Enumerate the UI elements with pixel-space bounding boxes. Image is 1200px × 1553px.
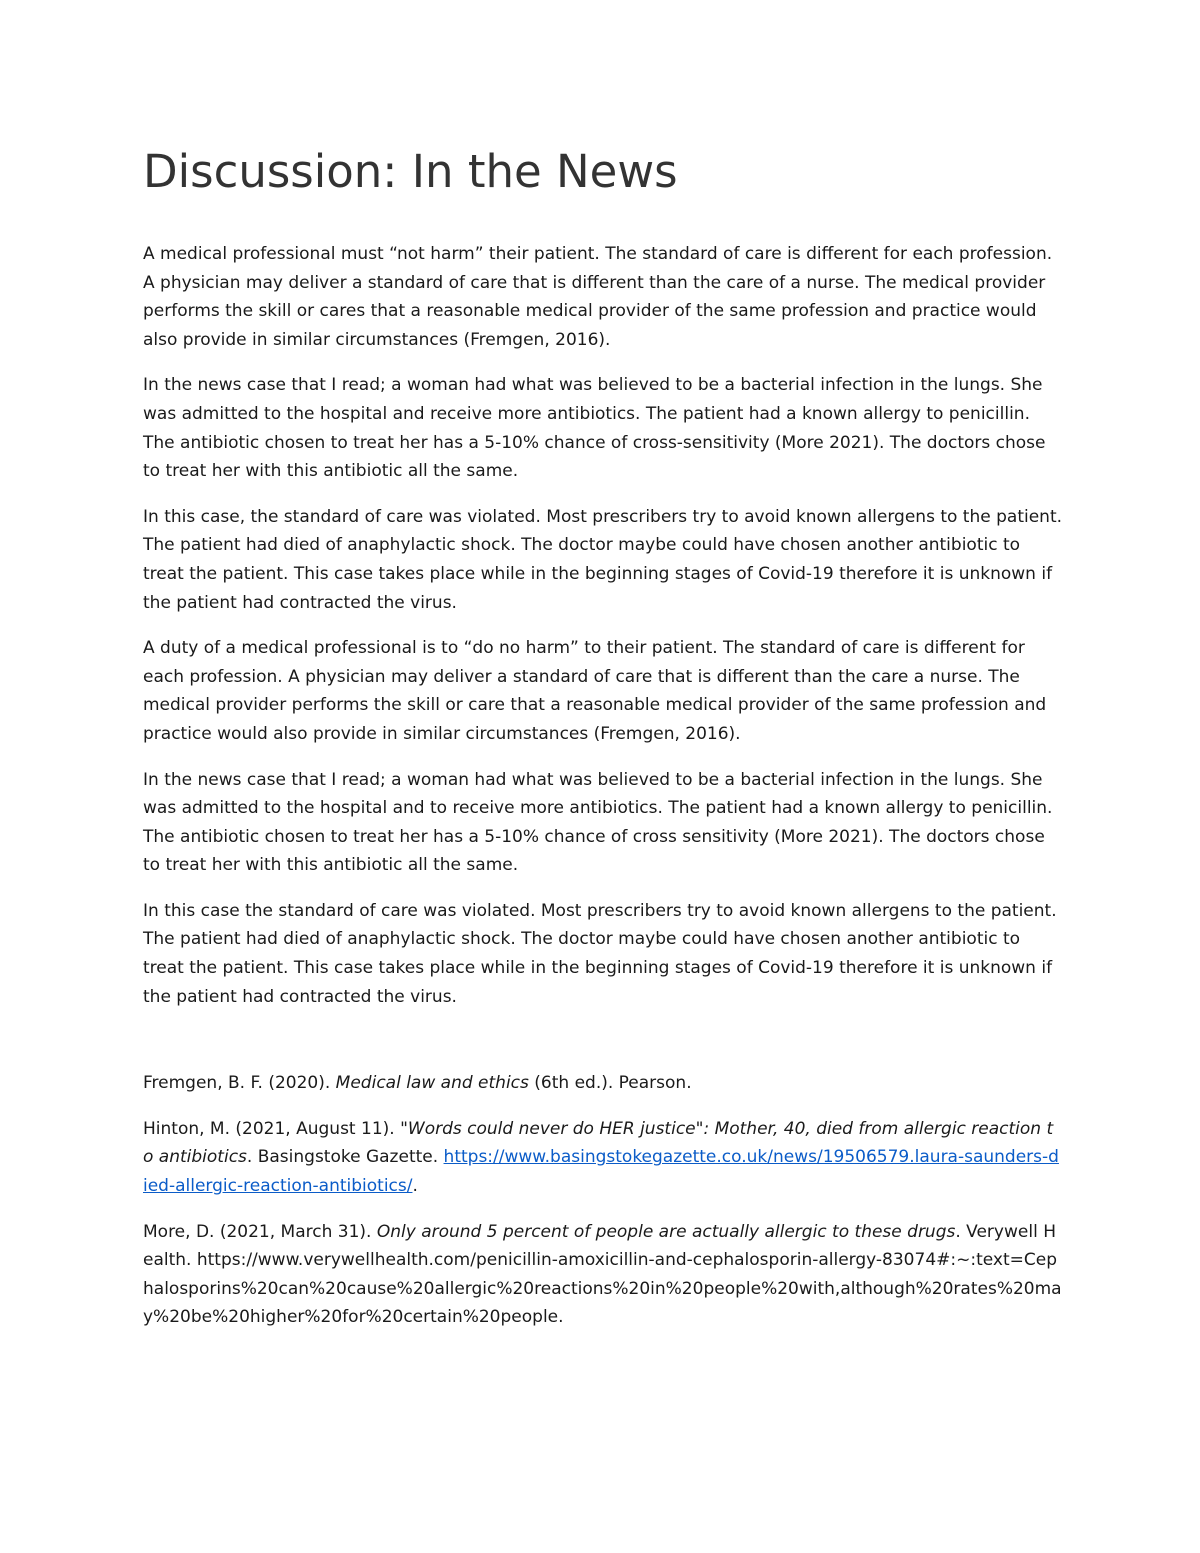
section-spacer [143,1028,1063,1069]
reference-title: "Words could never do HER justice": Mother, 40, died from allergic reaction to antibiotics [143,1118,1054,1168]
reference-authors: More, D. (2021, March 31). [143,1221,377,1242]
reference-title: Medical law and ethics [335,1073,529,1094]
body-paragraph: In the news case that I read; a woman had what was believed to be a bacterial infection in the lungs. She was admitted to the hospital and receive more antibiotics. The patient had a known allergy to penicillin. The antibiotic chosen to treat her has a 5-10% chance of cross-sensitivity (More 2021). The doctors chose to treat her with this antibiotic all the same. [143,375,1046,482]
reference-hinton [143,1115,1063,1201]
reference-more [143,1218,1063,1332]
document-body [143,240,1063,1349]
reference-title: Only around 5 percent of people are actually allergic to these drugs [376,1221,956,1242]
reference-publisher-url: . Verywell Health. https://www.verywellhealth.com/penicillin-amoxicillin-and-cephalosporin-allergy-83074#:~:text=Cephalosporins%20can%20cause%20allergic%20reactions%20in%20people%20with,although%20rates%20may%20be%20higher%20for%20certain%20people. [143,1221,1062,1328]
body-paragraph: A medical professional must “not harm” their patient. The standard of care is different for each profession. A physician may deliver a standard of care that is different than the care of a nurse. The medical provider performs the skill or cares that a reasonable medical provider of the same profession and practice would also provide in similar circumstances (Fremgen, 2016). [143,244,1053,350]
reference-authors: Fremgen, B. F. (2020). [143,1073,336,1094]
reference-fremgen [143,1069,1063,1098]
body-paragraph: In this case the standard of care was violated. Most prescribers try to avoid known allergens to the patient. The patient had died of anaphylactic shock. The doctor maybe could have chosen another antibiotic to treat the patient. This case takes place while in the beginning stages of Covid-19 therefore it is unknown if the patient had contracted the virus. [143,900,1057,1007]
body-paragraph: In the news case that I read; a woman had what was believed to be a bacterial infection in the lungs. She was admitted to the hospital and to receive more antibiotics. The patient had a known allergy to penicillin. The antibiotic chosen to treat her has a 5-10% chance of cross sensitivity (More 2021). The doctors chose to treat her with this antibiotic all the same. [143,769,1053,876]
body-paragraph: A duty of a medical professional is to “do no harm” to their patient. The standard of care is different for each profession. A physician may deliver a standard of care that is different than the care a nurse. The medical provider performs the skill or care that a reasonable medical provider of the same profession and practice would also provide in similar circumstances (Fremgen, 2016). [143,638,1047,744]
page-title: Discussion: In the News [143,145,678,198]
reference-end: . [412,1176,418,1197]
reference-publisher: . Basingstoke Gazette. [246,1147,444,1168]
body-paragraph: In this case, the standard of care was violated. Most prescribers try to avoid known allergens to the patient. The patient had died of anaphylactic shock. The doctor maybe could have chosen another antibiotic to treat the patient. This case takes place while in the beginning stages of Covid-19 therefore it is unknown if the patient had contracted the virus. [143,506,1063,613]
reference-authors: Hinton, M. (2021, August 11). [143,1118,401,1139]
reference-publisher: (6th ed.). Pearson. [528,1073,692,1094]
reference-url-link[interactable]: https://www.basingstokegazette.co.uk/news/19506579.laura-saunders-died-allergic-reaction-antibiotics/ [143,1147,1059,1197]
